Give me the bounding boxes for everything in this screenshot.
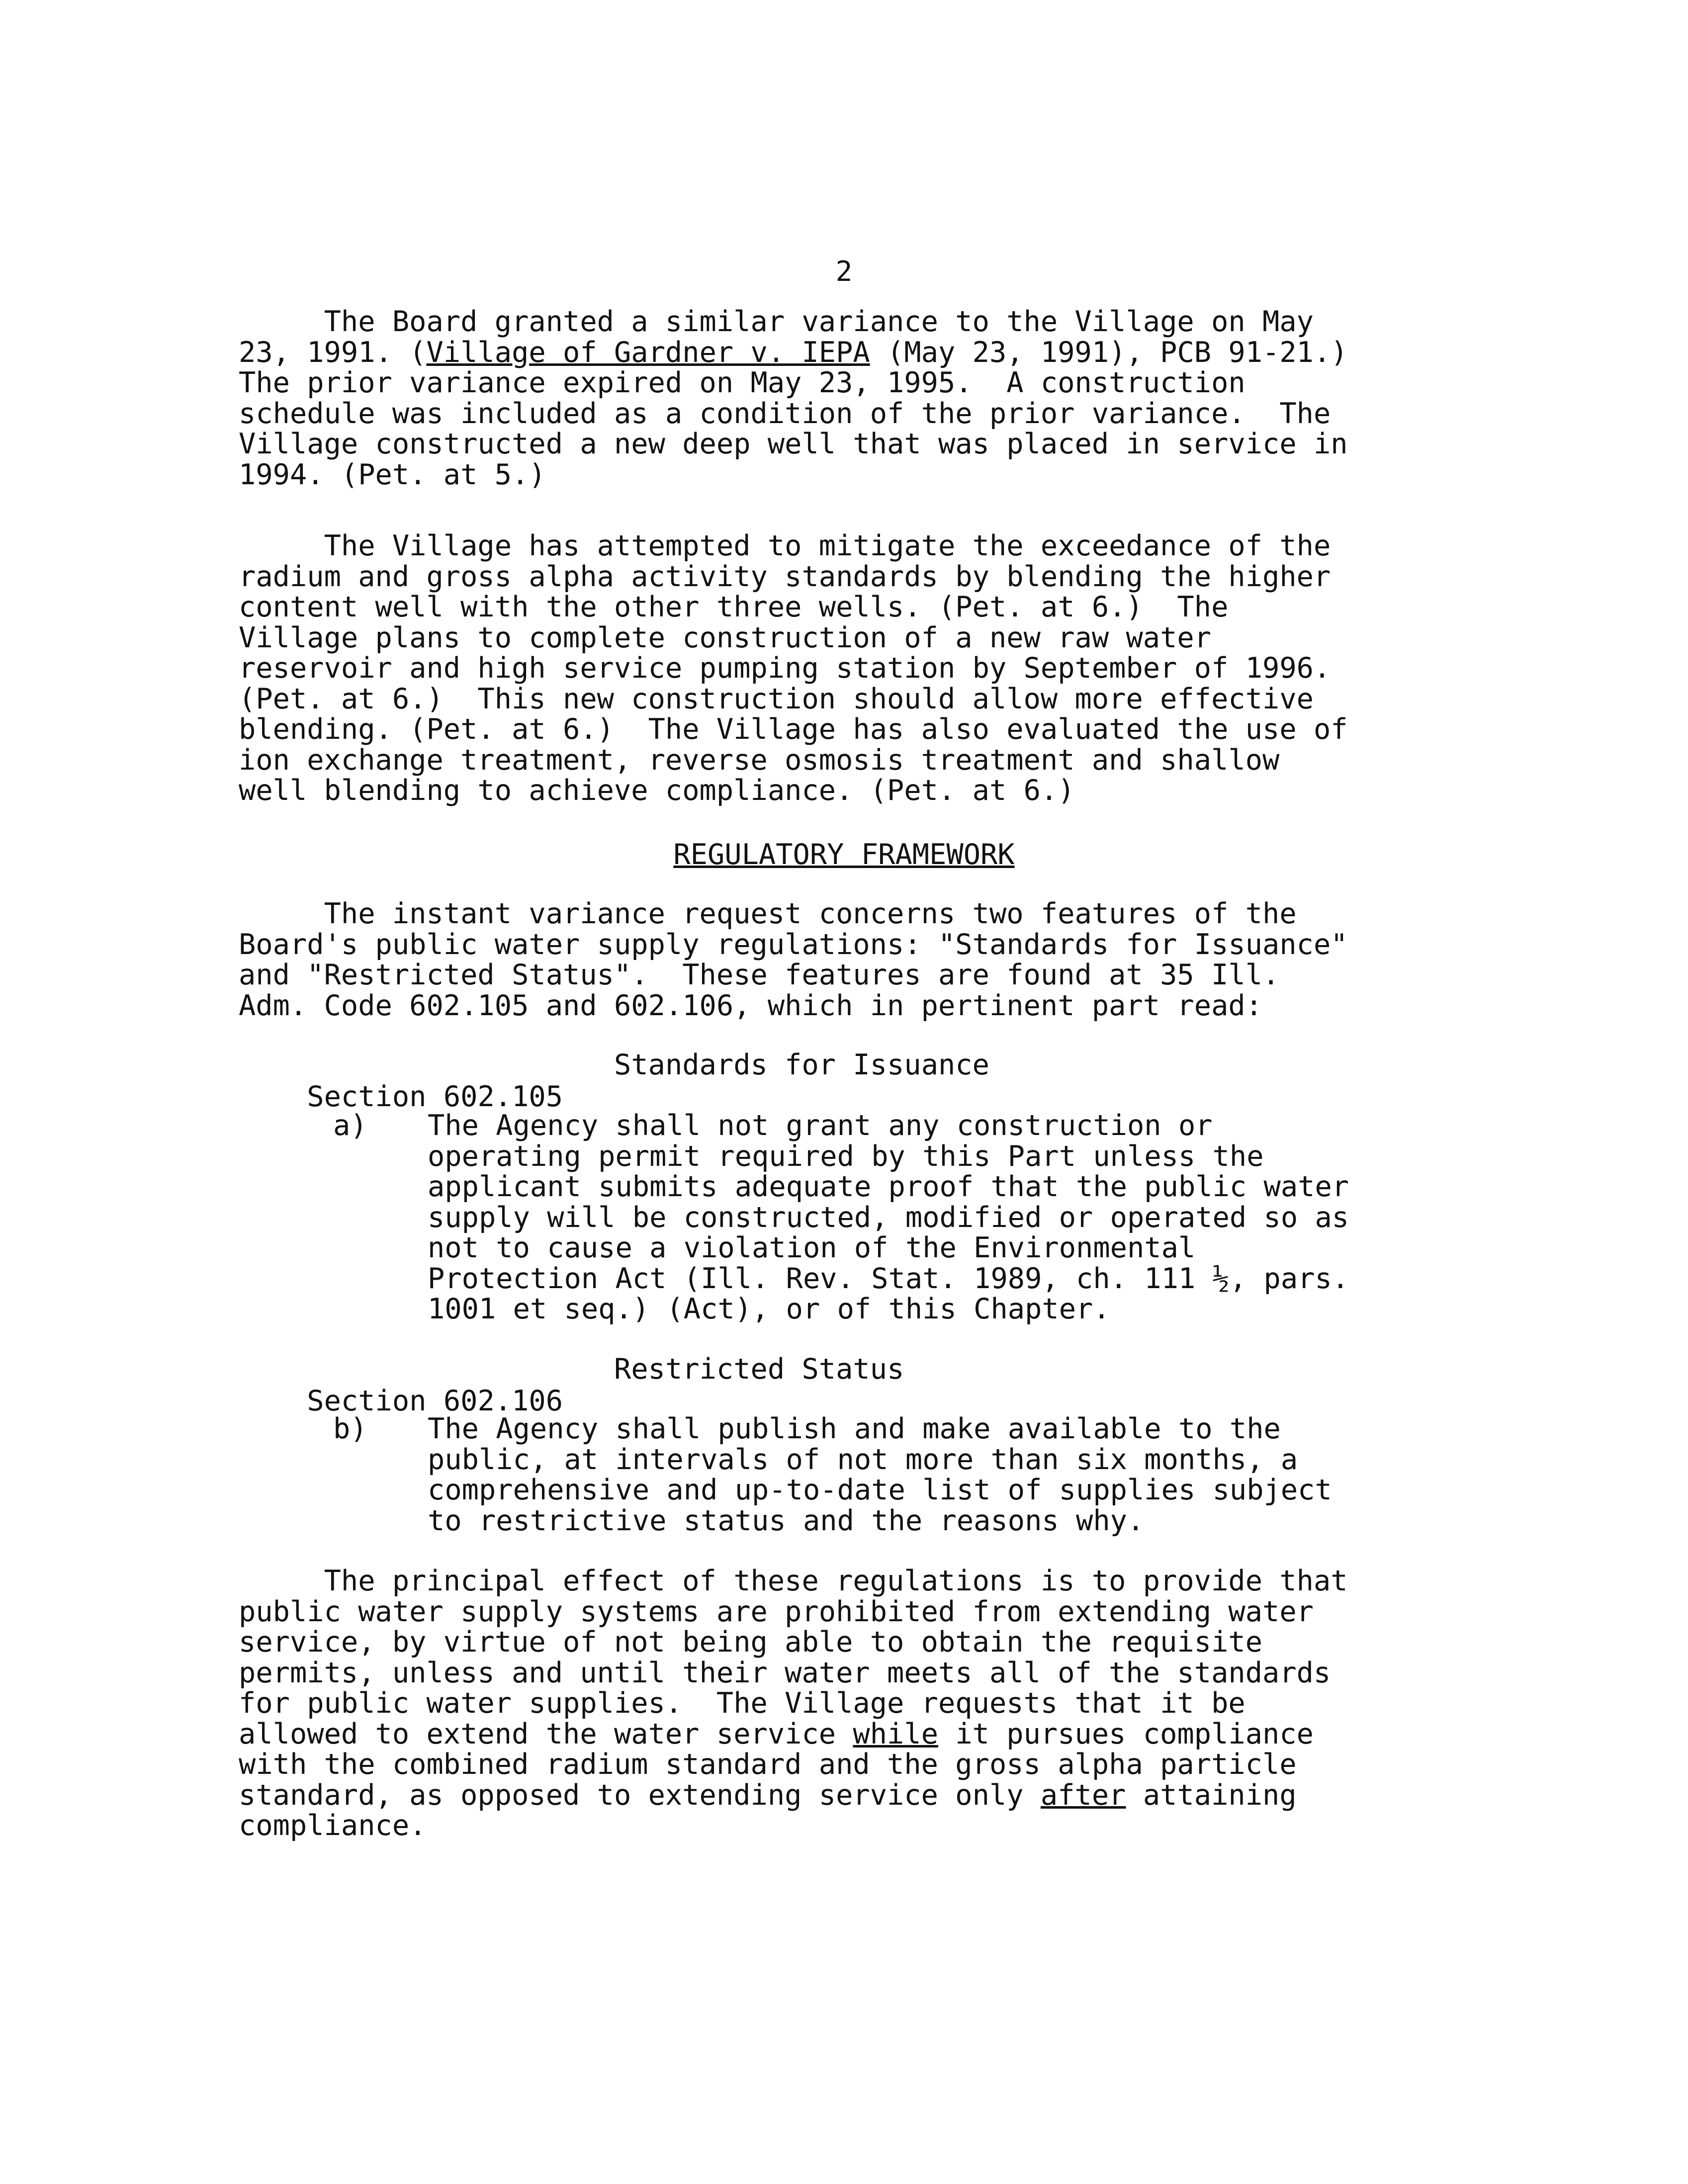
- section-heading: REGULATORY FRAMEWORK: [673, 838, 1015, 871]
- item-marker: b): [333, 1412, 367, 1445]
- page-number: 2: [835, 256, 853, 288]
- item-marker: a): [333, 1109, 367, 1142]
- text-line: it pursues compliance: [938, 1717, 1314, 1750]
- text-line: 1994. (Pet. at 5.): [239, 458, 546, 491]
- text-line: public water supply systems are prohibited from extending water: [239, 1595, 1314, 1628]
- text-line: The instant variance request concerns two features of the: [239, 897, 1297, 930]
- text-line: content well with the other three wells. (Pet. at 6.) The: [239, 591, 1229, 623]
- text-line: (Pet. at 6.) This new construction should allow more effective: [239, 682, 1314, 715]
- text-line: The principal effect of these regulations is to provide that: [239, 1565, 1348, 1597]
- emphasis-while: while: [853, 1717, 939, 1750]
- text-line: to restrictive status and the reasons why.: [428, 1504, 1145, 1537]
- section-602-105-text: [428, 1111, 1349, 1325]
- text-line: supply will be constructed, modified or operated so as: [428, 1201, 1349, 1234]
- paragraph-variance-request: [239, 899, 1462, 1021]
- text-line: Village plans to complete construction of a new raw water: [239, 621, 1212, 654]
- text-line: service, by virtue of not being able to obtain the requisite: [239, 1626, 1263, 1659]
- text-line: well blending to achieve compliance. (Pet. at 6.): [239, 774, 1075, 807]
- paragraph-prior-variance: [239, 307, 1462, 490]
- section-title: Standards for Issuance: [614, 1048, 989, 1081]
- text-line: Adm. Code 602.105 and 602.106, which in pertinent part read:: [239, 989, 1263, 1022]
- text-line: applicant submits adequate proof that the public water: [428, 1170, 1349, 1203]
- section-number: Section 602.105: [307, 1080, 563, 1113]
- text-line: radium and gross alpha activity standards by blending the higher: [239, 560, 1331, 593]
- paragraph-principal-effect: [239, 1566, 1462, 1841]
- text-line: Protection Act (Ill. Rev. Stat. 1989, ch. 111 ½, pars.: [428, 1262, 1349, 1295]
- text-line: not to cause a violation of the Environmental: [428, 1231, 1196, 1264]
- text-line: The prior variance expired on May 23, 1995. A construction: [239, 366, 1245, 399]
- text-line: with the combined radium standard and the gross alpha particle: [239, 1748, 1297, 1781]
- text-line: allowed to extend the water service: [239, 1717, 853, 1750]
- text-line: The Board granted a similar variance to the Village on May: [239, 305, 1314, 338]
- section-number: Section 602.106: [307, 1385, 563, 1417]
- text-line: Board's public water supply regulations: "Standards for Issuance": [239, 928, 1348, 961]
- text-line: The Village has attempted to mitigate the exceedance of the: [239, 529, 1331, 562]
- text-line: compliance.: [239, 1809, 427, 1842]
- text-line: reservoir and high service pumping station by September of 1996.: [239, 652, 1331, 685]
- text-line: and "Restricted Status". These features are found at 35 Ill.: [239, 959, 1280, 991]
- text-line: Village constructed a new deep well that was placed in service in: [239, 428, 1348, 460]
- section-title: Restricted Status: [614, 1353, 904, 1386]
- text-line: 1001 et seq.) (Act), or of this Chapter.: [428, 1293, 1110, 1325]
- text-line: attaining: [1126, 1778, 1297, 1812]
- text-line: 23, 1991. (: [239, 336, 427, 369]
- text-line: The Agency shall not grant any construction or: [428, 1109, 1213, 1142]
- text-line: (May 23, 1991), PCB 91-21.): [870, 336, 1348, 369]
- text-line: ion exchange treatment, reverse osmosis treatment and shallow: [239, 743, 1280, 777]
- text-line: public, at intervals of not more than six months, a: [428, 1443, 1298, 1476]
- case-citation: Village of Gardner v. IEPA: [426, 336, 870, 369]
- text-line: The Agency shall publish and make available to the: [428, 1412, 1281, 1445]
- text-line: comprehensive and up-to-date list of supplies subject: [428, 1474, 1332, 1506]
- text-line: blending. (Pet. at 6.) The Village has also evaluated the use of: [239, 713, 1348, 746]
- emphasis-after: after: [1040, 1778, 1126, 1812]
- text-line: schedule was included as a condition of the prior variance. The: [239, 397, 1331, 430]
- text-line: standard, as opposed to extending service only: [239, 1778, 1041, 1812]
- paragraph-mitigation: [239, 531, 1462, 806]
- text-line: operating permit required by this Part unless the: [428, 1139, 1264, 1173]
- section-602-106-text: [428, 1414, 1332, 1536]
- text-line: for public water supplies. The Village requests that it be: [239, 1687, 1245, 1720]
- text-line: permits, unless and until their water meets all of the standards: [239, 1656, 1331, 1689]
